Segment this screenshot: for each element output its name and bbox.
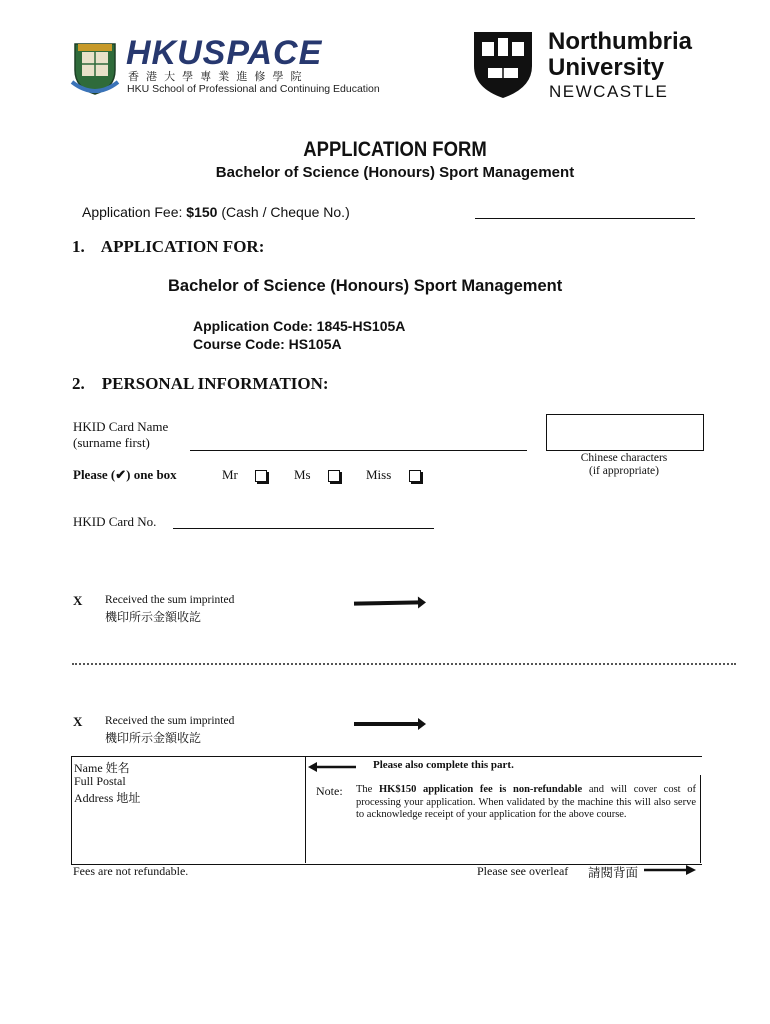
hku-chinese-name: 香 港 大 學 專 業 進 修 學 院 <box>128 71 304 83</box>
northumbria-location: NEWCASTLE <box>549 82 669 101</box>
overleaf-zh: 請閱背面 <box>588 866 639 880</box>
northumbria-shield-icon <box>472 30 534 100</box>
hkid-number-label: HKID Card No. <box>73 514 157 529</box>
hkid-name-field[interactable] <box>190 450 527 451</box>
miss-checkbox[interactable] <box>409 470 421 482</box>
note-text <box>356 784 696 822</box>
postal-label-line2: Address 地址 <box>74 791 141 805</box>
name-label: Name 姓名 <box>74 761 130 775</box>
overleaf-arrow-icon <box>644 864 696 876</box>
title-miss-option[interactable] <box>366 467 421 483</box>
if-appropriate-label: (if appropriate) <box>589 465 659 477</box>
chinese-characters-label: Chinese characters <box>580 452 668 464</box>
receipt1-arrow-icon <box>354 600 420 605</box>
form-title: APPLICATION FORM <box>303 138 487 161</box>
course-code: Course Code: HS105A <box>193 336 342 352</box>
northumbria-name-line1: Northumbria <box>548 28 692 55</box>
receipt2-x-mark: X <box>73 714 83 729</box>
hku-space-logo <box>70 34 410 98</box>
ms-checkbox[interactable] <box>328 470 340 482</box>
note-bold: HK$150 application fee is non-refundable <box>379 784 583 795</box>
ms-label: Ms <box>294 467 311 482</box>
note-prefix: The <box>356 784 379 795</box>
miss-label: Miss <box>366 467 392 482</box>
receipt2-text-en: Received the sum imprinted <box>105 715 235 727</box>
receipt2-text-zh: 機印所示金額收訖 <box>105 731 202 745</box>
surname-first-label: (surname first) <box>73 435 150 450</box>
northumbria-logo <box>472 30 722 102</box>
section2-heading: 2. PERSONAL INFORMATION: <box>72 374 329 393</box>
hku-english-name: HKU School of Professional and Continuing Education <box>127 83 380 95</box>
note-rest: and will cover cost of processing your application. When validated by the machine this will also serve to acknowledge receipt of your application for the above course. <box>356 784 696 820</box>
hku-logo-wordmark: HKUSPACE <box>126 34 323 72</box>
hku-crest-icon <box>70 40 120 96</box>
section1-heading: 1. APPLICATION FOR: <box>72 237 265 256</box>
cheque-number-field[interactable] <box>475 218 695 219</box>
fee-amount: $150 <box>186 204 218 220</box>
name-address-field[interactable] <box>150 758 302 860</box>
complete-part-note: Please also complete this part. <box>373 759 514 771</box>
cut-line <box>72 663 736 665</box>
chinese-characters-box[interactable] <box>546 414 704 451</box>
fees-not-refundable: Fees are not refundable. <box>73 864 189 878</box>
postal-label-line1: Full Postal <box>74 774 126 788</box>
application-code: Application Code: 1845-HS105A <box>193 318 406 334</box>
receipt1-text-en: Received the sum imprinted <box>105 594 235 606</box>
note-label: Note: <box>316 784 343 798</box>
programme-name: Bachelor of Science (Honours) Sport Management <box>168 277 563 295</box>
address-box-divider <box>305 756 306 863</box>
northumbria-name-line2: University <box>548 54 665 81</box>
receipt1-text-zh: 機印所示金額收訖 <box>105 610 202 624</box>
address-box-right-edge <box>700 775 701 863</box>
fee-suffix: (Cash / Cheque No.) <box>217 204 350 220</box>
title-mr-option[interactable] <box>222 467 267 483</box>
receipt1-x-mark: X <box>73 593 83 608</box>
hkid-name-label: HKID Card Name <box>73 419 169 434</box>
mr-checkbox[interactable] <box>255 470 267 482</box>
form-subtitle: Bachelor of Science (Honours) Sport Management <box>215 164 575 181</box>
title-ms-option[interactable] <box>294 467 340 483</box>
fee-prefix: Application Fee: <box>82 204 187 220</box>
tick-one-box-label: Please (✔) one box <box>73 467 177 482</box>
receipt2-arrow-icon <box>354 722 420 726</box>
mr-label: Mr <box>222 467 238 482</box>
overleaf-en: Please see overleaf <box>477 864 569 878</box>
left-arrow-icon <box>308 761 358 773</box>
application-fee <box>82 204 350 220</box>
hkid-number-field[interactable] <box>173 528 434 529</box>
